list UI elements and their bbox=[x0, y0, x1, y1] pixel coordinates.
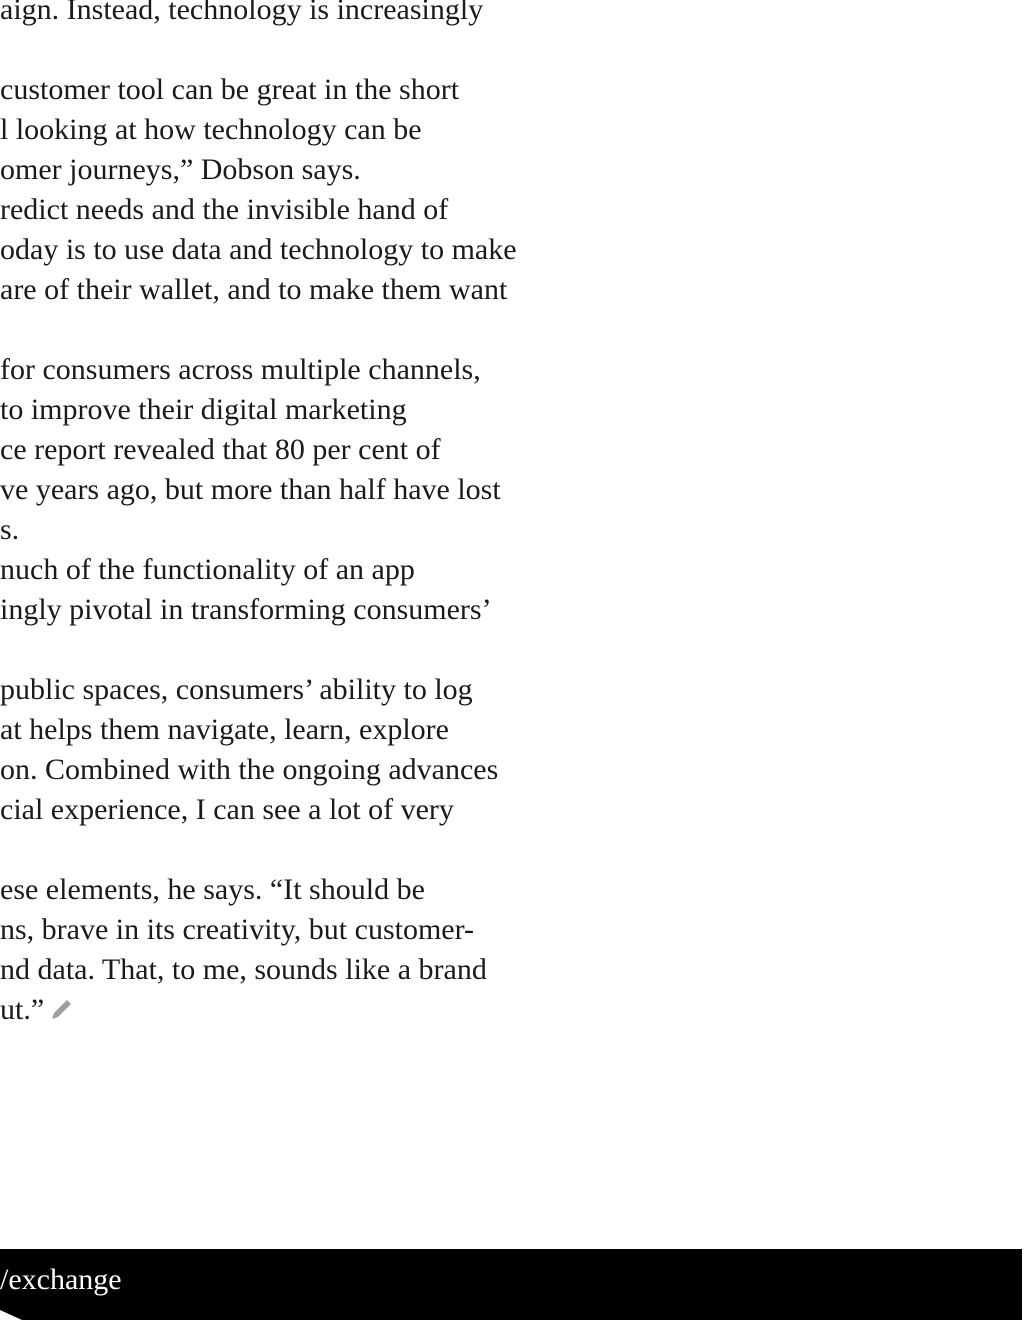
article-line: for consumers across multiple channels, bbox=[0, 353, 481, 386]
article-line: ce report revealed that 80 per cent of bbox=[0, 433, 441, 466]
article-line: ut.” bbox=[0, 993, 45, 1026]
article-line: are of their wallet, and to make them want bbox=[0, 273, 508, 306]
article-line: on. Combined with the ongoing advances bbox=[0, 753, 499, 786]
article-line: l looking at how technology can be bbox=[0, 113, 422, 146]
article-line: ingly pivotal in transforming consumers’ bbox=[0, 593, 492, 626]
article-line: cial experience, I can see a lot of very bbox=[0, 793, 454, 826]
article-line: ese elements, he says. “It should be bbox=[0, 873, 425, 906]
article-line: ns, brave in its creativity, but customer- bbox=[0, 913, 474, 946]
footer-label[interactable]: /exchange bbox=[0, 1263, 122, 1296]
pencil-icon bbox=[49, 998, 73, 1022]
article-line: aign. Instead, technology is increasingly bbox=[0, 0, 484, 26]
footer-bar bbox=[0, 1249, 1022, 1320]
article-line: at helps them navigate, learn, explore bbox=[0, 713, 449, 746]
article-line: public spaces, consumers’ ability to log bbox=[0, 673, 473, 706]
article-line: to improve their digital marketing bbox=[0, 393, 407, 426]
arrow-icon bbox=[0, 1310, 22, 1320]
article-line: s. bbox=[0, 513, 20, 546]
article-line: nd data. That, to me, sounds like a brand bbox=[0, 953, 487, 986]
article-line: nuch of the functionality of an app bbox=[0, 553, 415, 586]
article-line: redict needs and the invisible hand of bbox=[0, 193, 449, 226]
article-line: ve years ago, but more than half have lost bbox=[0, 473, 501, 506]
article-line: omer journeys,” Dobson says. bbox=[0, 153, 361, 186]
article-line: customer tool can be great in the short bbox=[0, 73, 460, 106]
article-line: oday is to use data and technology to make bbox=[0, 233, 517, 266]
